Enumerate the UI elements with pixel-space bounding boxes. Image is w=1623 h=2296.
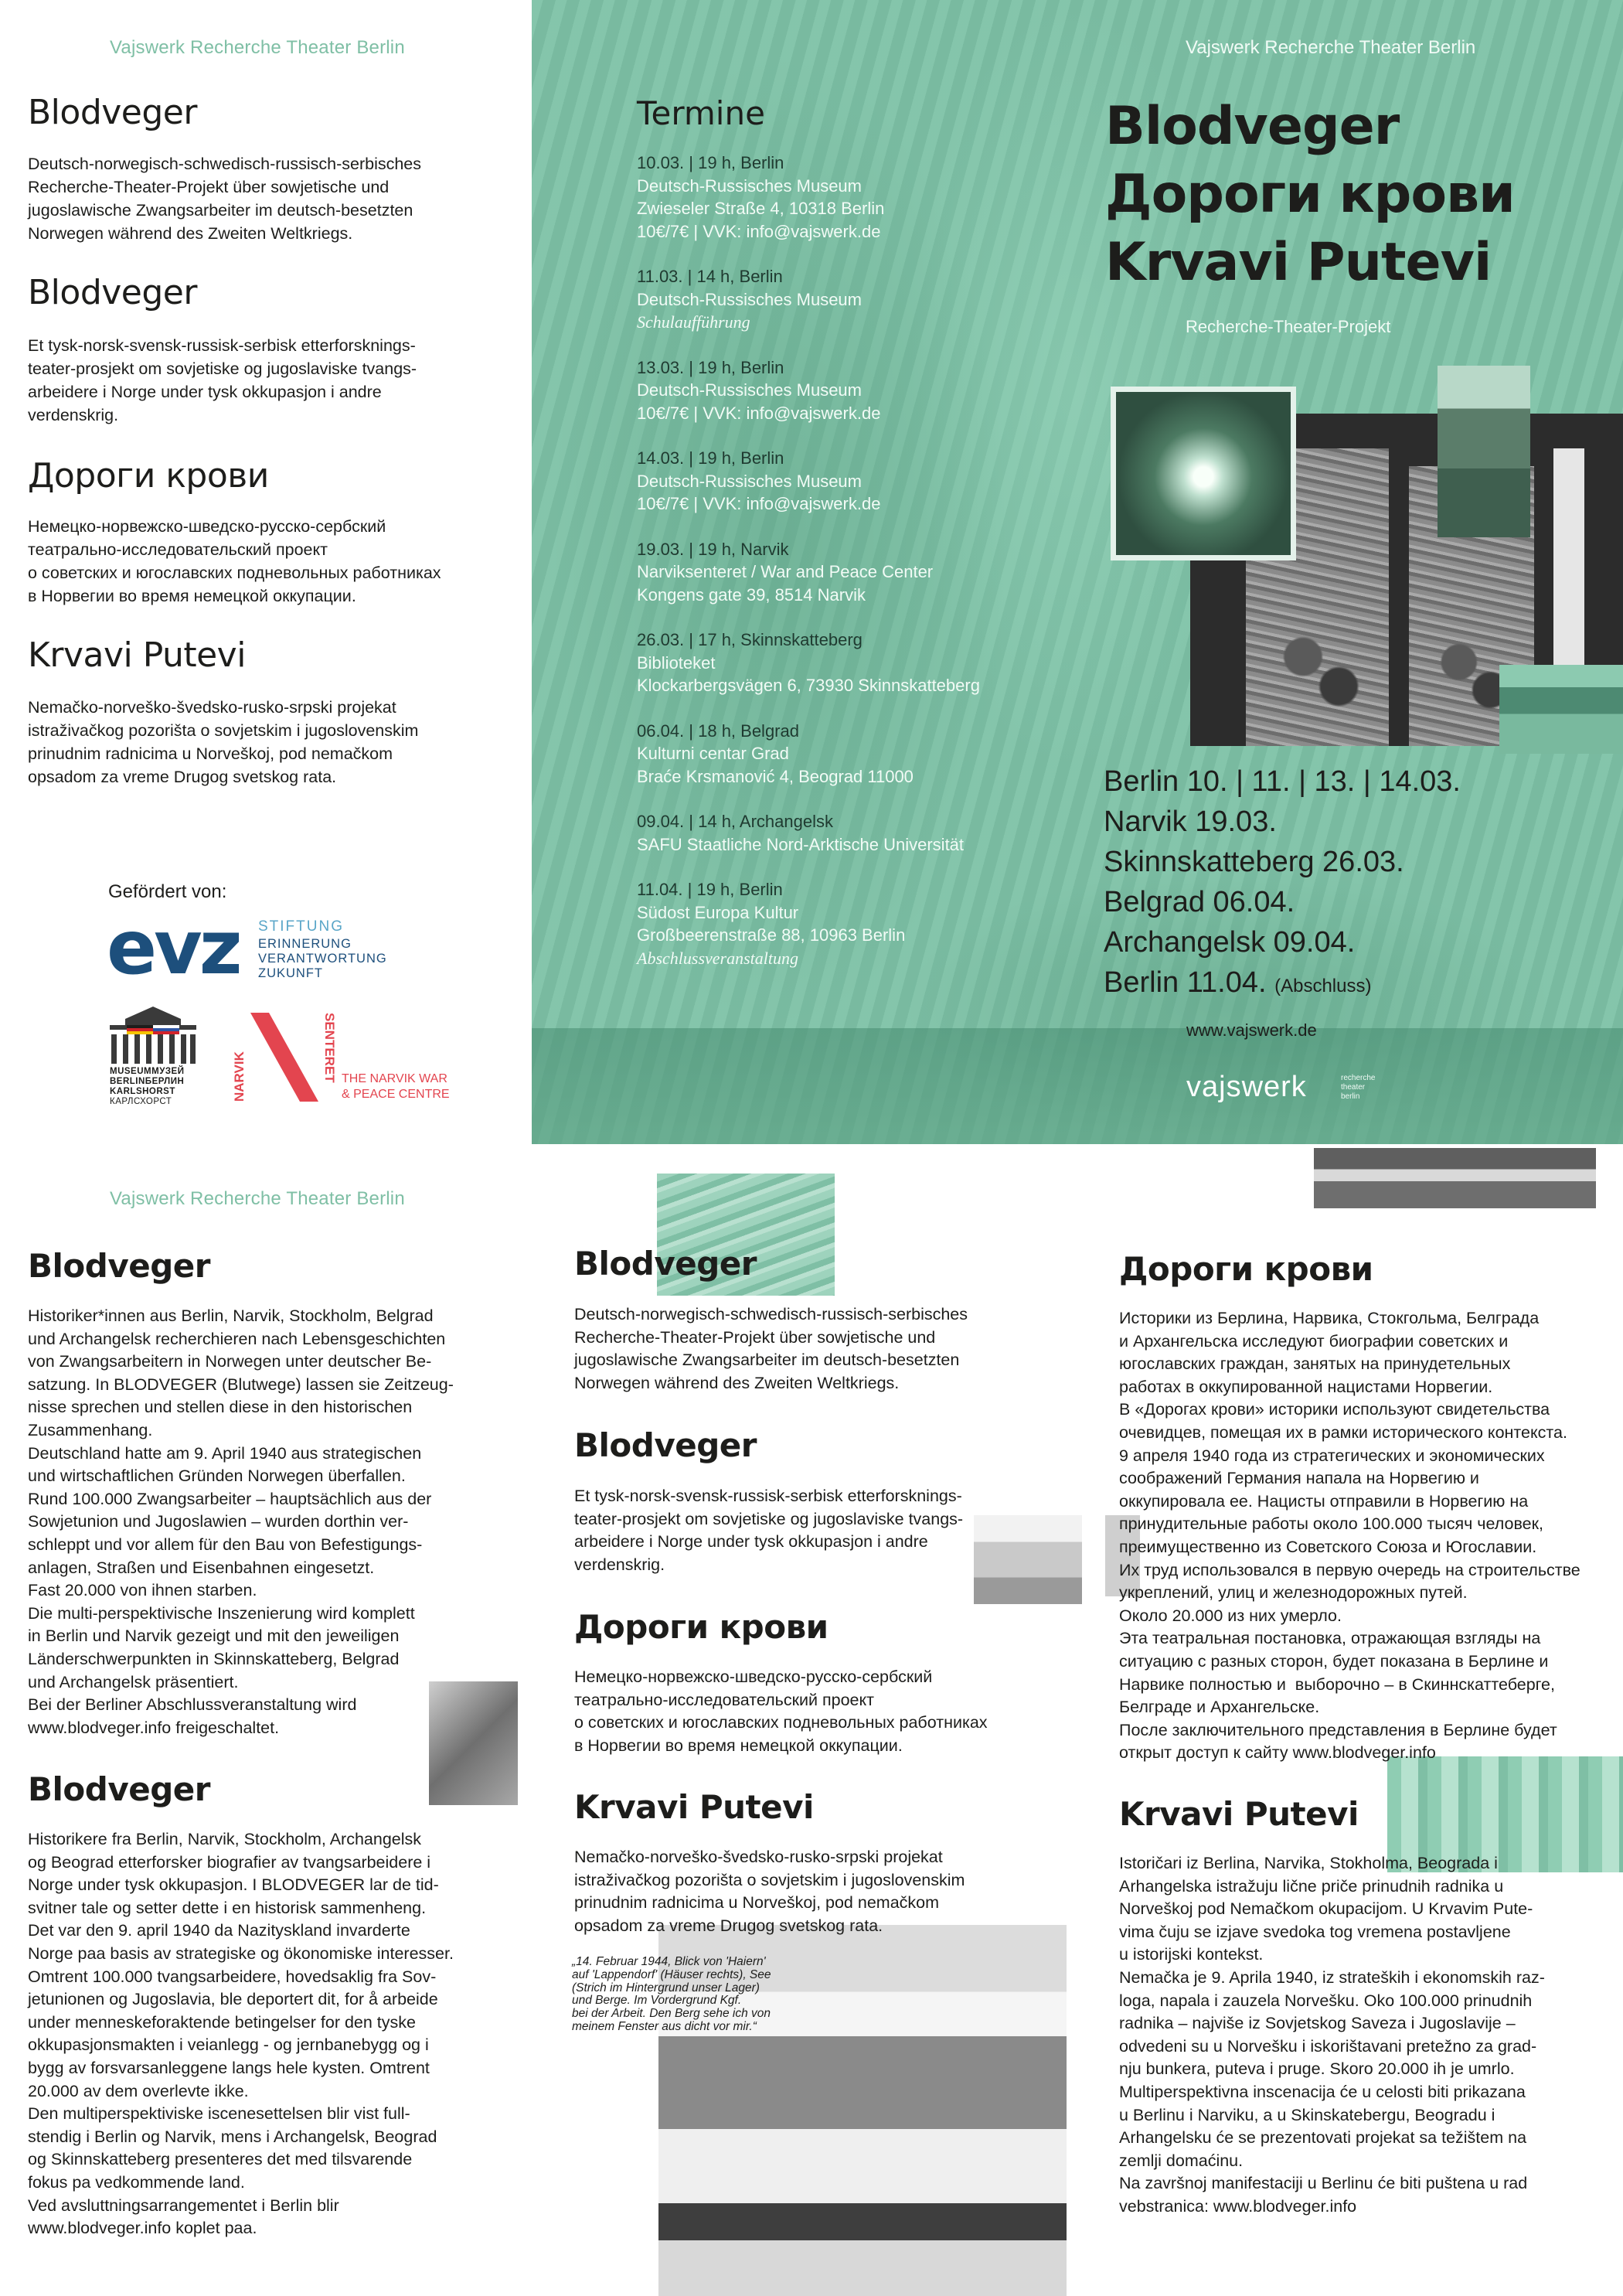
event-tickets: 10€/7€ | VVK: info@vajswerk.de	[637, 403, 881, 423]
narvik-centre-logo	[232, 1013, 450, 1105]
cover-title-norwegian: Blodveger	[1105, 96, 1400, 157]
section-body: Историки из Берлина, Нарвика, Стокгольма, Белграда и Архангельска исследуют биографии советских и югославских граждан, занятых на принудетельных работах в оккупированной нацистами Норвегии. В «Дорогах крови» историки используют свидетельства очевидцев, помещая их в рамки исторического контекста. 9 апреля 1940 года из стратегических и экономических соображений Германия напала на Норвегию и оккупировала ее. Нацисты отправили в Норвегию на принудительные работы около 100.000 тысяч человек, преимущественно из Советского Союза и Югославии. Их труд использовался в первую очередь на строительстве укреплений, улиц и железнодорожных путей. Около 20.000 из них умерло. Эта театральная постановка, отражающая взгляды на ситуацию с разных сторон, будет показана в Берлине и Нарвике полностью и выборочно – в Скиннскаттеберге, Белграде и Архангельске. После заключительного представления в Берлине будет открыт доступ к сайту www.blodveger.info	[1119, 1309, 1580, 1763]
evz-line3: ZUKUNFT	[258, 966, 323, 980]
cover-date	[1104, 962, 1621, 1007]
section-title: Blodveger	[574, 1426, 757, 1464]
event-item	[637, 538, 1070, 607]
website-link[interactable]: www.vajswerk.de	[1186, 1020, 1317, 1040]
event-item	[637, 629, 1070, 697]
event-note: Abschlussveranstaltung	[637, 948, 798, 968]
section-title: Blodveger	[28, 93, 197, 132]
section-title: Дороги крови	[574, 1608, 829, 1646]
event-item	[637, 720, 1070, 789]
section-body: Deutsch-norwegisch-schwedisch-russisch-serbisches Recherche-Theater-Projekt über sowjetische und jugoslawische Zwangsarbeiter im deutsch-besetzten Norwegen während des Zweiten Weltkriegs.	[574, 1305, 968, 1392]
event-date: 26.03. | 17 h, Skinnskatteberg	[637, 630, 863, 649]
road-texture	[532, 1028, 1623, 1144]
cover-date: Belgrad 06.04.	[1104, 886, 1295, 918]
vajswerk-logo-name: vajswerk	[1186, 1071, 1307, 1103]
cover-subtitle: Recherche-Theater-Projekt	[1186, 317, 1391, 336]
section-body: Historikere fra Berlin, Narvik, Stockholm, Archangelsk og Beograd etterforsker biografier av tvangsarbeidere i Norge under tysk okkupasjon. I BLODVEGER lar de tid- svitner tale og setter dette i en historisk sammenheng. Det var den 9. april 1940 da Nazityskland invarderte Norge paa basis av strategiske og ökonomiske interesser. Omtrent 100.000 tvangsarbeidere, hovedsaklig fra Sov- jetunionen og Jugoslavia, ble deportert dit, for å arbeide under menneskeforaktende betingelser for den tyske okkupasjonsmakten i veianlegg - og jernbanebygg og i bygg av forsvarsanleggene langs hele kysten. Omtrent 20.000 av dem overlevte ikke. Den multiperspektiviske iscenesettelsen blir vist full- stendig i Berlin og Narvik, mens i Archangelsk, Beograd og Skinnskatteberg presenteres det med tilsvarende fokus pa vedkommende land. Ved avsluttningsarrangementet i Berlin blir www.blodveger.info koplet paa.	[28, 1830, 454, 2238]
event-item	[637, 152, 1070, 243]
event-date: 13.03. | 19 h, Berlin	[637, 357, 784, 377]
cover-title-russian: Дороги крови	[1105, 164, 1515, 225]
cover-dates	[1104, 761, 1621, 1007]
event-item	[637, 810, 1070, 856]
narvik-line1: THE NARVIK WAR	[342, 1072, 447, 1085]
event-venue: Biblioteket	[637, 652, 716, 673]
cover-date: Skinnskatteberg 26.03.	[1104, 846, 1404, 878]
event-venue: Deutsch-Russisches Museum	[637, 289, 862, 309]
cover-tagline: Vajswerk Recherche Theater Berlin	[1186, 37, 1476, 58]
event-date: 09.04. | 14 h, Archangelsk	[637, 812, 833, 831]
logo-sub-line: recherche	[1341, 1074, 1376, 1082]
event-date: 10.03. | 19 h, Berlin	[637, 153, 784, 172]
museum-line4: КАРЛСХОРСТ	[110, 1097, 172, 1106]
event-address: Zwieseler Straße 4, 10318 Berlin	[637, 199, 885, 218]
event-address: Großbeerenstraße 88, 10963 Berlin	[637, 925, 906, 945]
section-title: Blodveger	[28, 273, 197, 312]
logo-sub-line: theater	[1341, 1083, 1366, 1092]
museum-line2: BERLINБЕРЛИН	[110, 1077, 185, 1086]
section-body: Немецко-норвежско-шведско-русско-сербский театрально-исследовательский проект о советских и югославских подневольных работниках в Норвегии во время немецкой оккупации.	[574, 1667, 988, 1755]
event-tickets: 10€/7€ | VVK: info@vajswerk.de	[637, 221, 881, 241]
cover-title-serbian: Krvavi Putevi	[1105, 232, 1492, 293]
event-note: Schulaufführung	[637, 312, 750, 332]
section-body: Немецко-норвежско-шведско-русско-сербский театрально-исследовательский проект о советских и югославских подневольных работниках в Норвегии во время немецкой оккупации.	[28, 517, 441, 605]
event-venue: Deutsch-Russisches Museum	[637, 380, 862, 400]
section-title: Дороги крови	[28, 456, 269, 496]
burning-house-photo	[1111, 387, 1296, 560]
narvik-vertical-right: SENTERET	[322, 1013, 337, 1083]
evz-logo	[107, 904, 387, 991]
event-list	[637, 152, 1070, 969]
photo-caption: „14. Februar 1944, Blick von 'Haiern' auf 'Lappendorf' (Häuser rechts), See (Strich im Hintergrund unser Lager) und Berge. Im Vordergrund Kgf. bei der Arbeit. Den Berg sehe ich von meinem Fenster aus dicht vor mir.“	[572, 1955, 771, 2033]
cover-date-suffix: (Abschluss)	[1274, 976, 1372, 996]
event-date: 19.03. | 19 h, Narvik	[637, 539, 789, 559]
termine-title: Termine	[637, 94, 765, 132]
museum-line3: KARLSHORST	[110, 1087, 175, 1096]
top-left-panel	[0, 0, 532, 1144]
event-item	[637, 878, 1070, 969]
section-body: Et tysk-norsk-svensk-russisk-serbisk etterforsknings- teater-prosjekt om sovjetiske og jugoslaviske tvangs- arbeidere i Norge under tysk okkupasjon i andre verdenskrig.	[574, 1487, 964, 1574]
evz-line2: VERANTWORTUNG	[258, 952, 387, 966]
evz-logo-mark: evz	[107, 904, 240, 991]
fjord-photo-faded	[974, 1515, 1082, 1604]
event-tickets: 10€/7€ | VVK: info@vajswerk.de	[637, 494, 881, 513]
sponsor-label: Gefördert von:	[108, 881, 227, 902]
event-item	[637, 447, 1070, 516]
soldiers-car-photo	[1438, 366, 1530, 537]
section-title: Blodveger	[28, 1770, 210, 1808]
logo-sub-line: berlin	[1341, 1092, 1360, 1101]
event-venue: SAFU Staatliche Nord-Arktische Universität	[637, 834, 965, 854]
vajswerk-logo	[1186, 1071, 1376, 1104]
event-item	[637, 265, 1070, 334]
section-title: Blodveger	[574, 1245, 757, 1283]
section-title: Krvavi Putevi	[574, 1788, 814, 1826]
event-venue: Narviksenteret / War and Peace Center	[637, 562, 934, 581]
barracks-photo	[1314, 1148, 1596, 1208]
cover-date-text: Berlin 11.04.	[1104, 966, 1267, 999]
section-body: Historiker*innen aus Berlin, Narvik, Stockholm, Belgrad und Archangelsk recherchieren nach Lebensgeschichten von Zwangsarbeitern in Norwegen unter deutscher Be- satzung. In BLODVEGER (Blutwege) lassen sie Zeitzeug- nisse sprechen und stellen diese in den historischen Zusammenhang. Deutschland hatte am 9. April 1940 aus strategischen und wirtschaftlichen Gründen Norwegen überfallen. Rund 100.000 Zwangsarbeiter – hauptsächlich aus der Sowjetunion und Jugoslawien – wurden dorthin ver- schleppt und vor allem für den Bau von Befestigungs- anlagen, Straßen und Eisenbahnen eingesetzt. Fast 20.000 von ihnen starben. Die multi-perspektivische Inszenierung wird komplett in Berlin und Narvik gezeigt und mit den jeweiligen Länderschwerpunkten in Skinnskatteberg, Belgrad und Archangelsk präsentiert. Bei der Berliner Abschlussveranstaltung wird www.blodveger.info freigeschaltet.	[28, 1306, 454, 1737]
event-address: Kongens gate 39, 8514 Narvik	[637, 584, 866, 605]
section-title: Krvavi Putevi	[28, 635, 246, 675]
event-address: Klockarbergsvägen 6, 73930 Skinnskatteberg	[637, 676, 980, 695]
event-venue: Deutsch-Russisches Museum	[637, 175, 862, 196]
event-date: 11.03. | 14 h, Berlin	[637, 267, 783, 286]
bottom-tagline: Vajswerk Recherche Theater Berlin	[110, 1188, 405, 1209]
event-address: Braće Krsmanović 4, Beograd 11000	[637, 766, 914, 786]
event-date: 06.04. | 18 h, Belgrad	[637, 720, 799, 741]
museum-karlshorst-logo	[110, 1005, 196, 1107]
section-body: Nemačko-norveško-švedsko-rusko-srpski projekat istraživačkog pozorišta o sovjetskim i jugoslovenskim prinudnim radnicima u Norveškoj, pod nemačkom opsadom za vreme Drugog svetskog rata.	[574, 1848, 965, 1935]
event-venue: Kulturni centar Grad	[637, 744, 789, 763]
narvik-vertical-left: NARVIK	[232, 1051, 247, 1102]
section-title: Krvavi Putevi	[1119, 1795, 1359, 1833]
event-item	[637, 356, 1070, 425]
section-title: Дороги крови	[1119, 1250, 1373, 1288]
narvik-n-mark-icon	[250, 1013, 318, 1102]
event-venue: Südost Europa Kultur	[637, 902, 799, 922]
section-title: Blodveger	[28, 1247, 210, 1285]
museum-line1: MUSEUMМУЗЕЙ	[110, 1067, 185, 1076]
section-body: Deutsch-norwegisch-schwedisch-russisch-serbisches Recherche-Theater-Projekt über sowjetische und jugoslawische Zwangsarbeiter im deutsch-besetzten Norwegen während des Zweiten Weltkriegs.	[28, 155, 422, 243]
cover-date: Narvik 19.03.	[1104, 806, 1277, 838]
museum-building-icon	[110, 1005, 196, 1065]
ships-fjord-photo	[1499, 665, 1623, 754]
vajswerk-logo-sub	[1341, 1074, 1375, 1102]
narvik-line2: & PEACE CENTRE	[342, 1088, 450, 1101]
cover-date: Archangelsk 09.04.	[1104, 926, 1356, 959]
cover-date: Berlin 10. | 11. | 13. | 14.03.	[1104, 765, 1461, 798]
tagline: Vajswerk Recherche Theater Berlin	[110, 37, 405, 58]
evz-line1: ERINNERUNG	[258, 937, 352, 951]
event-date: 14.03. | 19 h, Berlin	[637, 448, 784, 468]
section-body: Istoričari iz Berlina, Narvika, Stokholma, Beograda i Arhangelska istražuju lične priče prinudnih radnika u Norveškoj pod Nemačkom okupacijom. U Krvavim Pute- vima čuju se izjave svedoka tog vremena postavljene u istorijski kontekst. Nemačka je 9. Aprila 1940, iz strateških i ekonomskih raz- loga, napala i zauzela Norvešku. Oko 100.000 prinudnih radnika – najviše iz Sovjetskog Saveza i Jugoslavije – odvedeni su u Norvešku i iskorištavani pretežno za grad- nju bunkera, puteva i pruge. Skoro 20.000 ih je umrlo. Multiperspektivna inscenacija će u celosti biti prikazana u Berlinu i Narviku, a u Skinskatebergu, Beogradu i Arhangelsku će se prezentovati projekat sa težištem na zemlji domaćinu. Na završnoj manifestaciji u Berlinu će biti puštena u rad vebstranica: www.blodveger.info	[1119, 1854, 1545, 2216]
section-body: Nemačko-norveško-švedsko-rusko-srpski projekat istraživačkog pozorišta o sovjetskim i jugoslovenskim prinudnim radnicima u Norveškoj, pod nemačkom opsadom za vreme Drugog svetskog rata.	[28, 698, 419, 786]
event-date: 11.04. | 19 h, Berlin	[637, 880, 783, 899]
evz-stiftung: STIFTUNG	[258, 918, 344, 935]
event-venue: Deutsch-Russisches Museum	[637, 471, 862, 491]
section-body: Et tysk-norsk-svensk-russisk-serbisk etterforsknings- teater-prosjekt om sovjetiske og jugoslaviske tvangs- arbeidere i Norge under tysk okkupasjon i andre verdenskrig.	[28, 336, 417, 424]
